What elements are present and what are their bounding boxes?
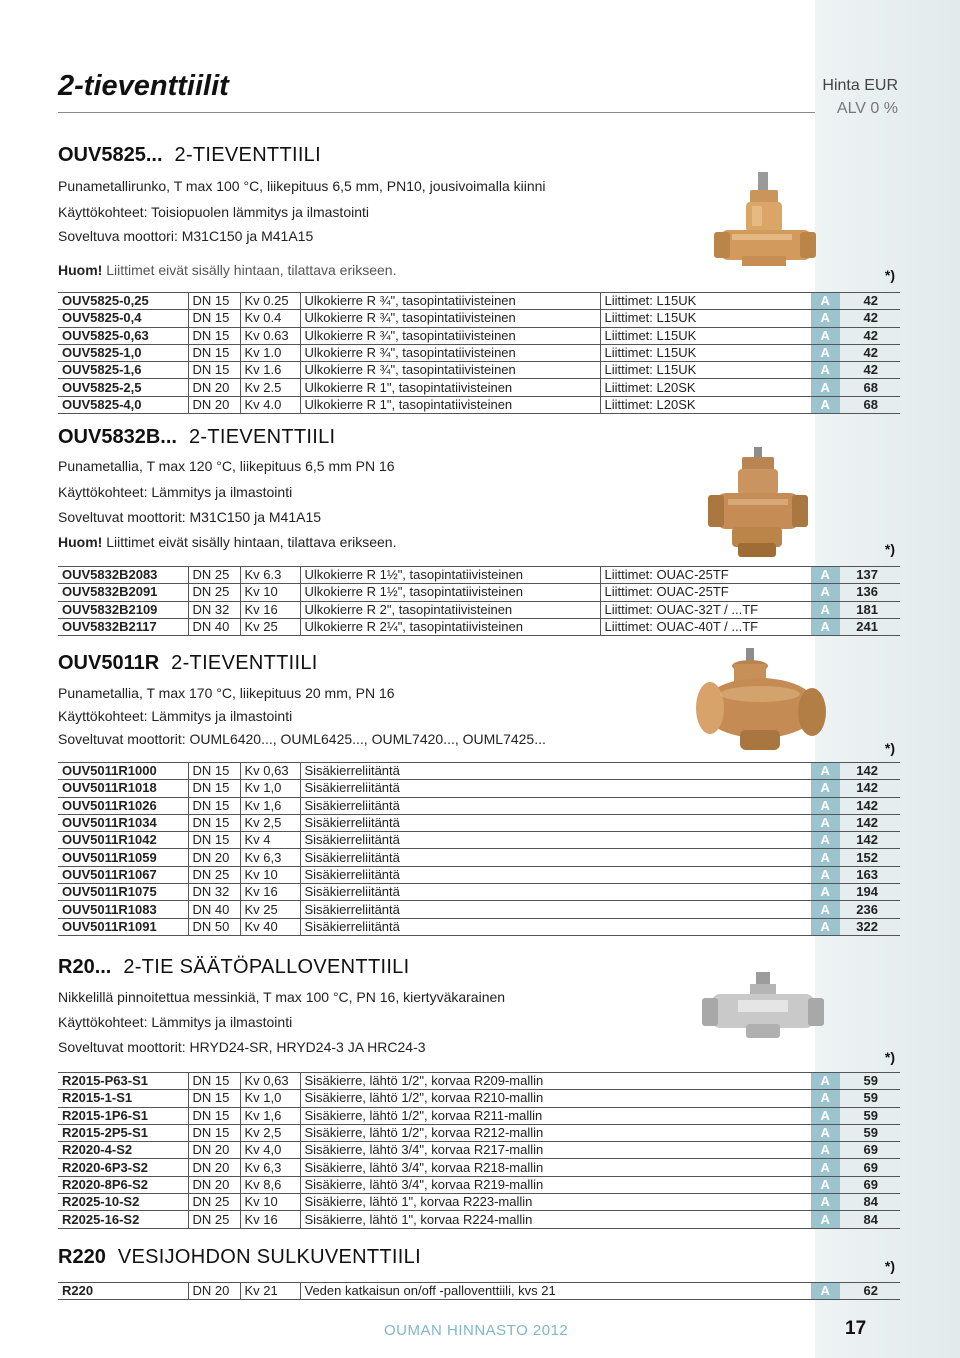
price-category-cell: A [810,1090,840,1107]
connection-cell: Sisäkierre, lähtö 1/2", korvaa R210-mallin [300,1090,810,1107]
fittings-cell: Liittimet: OUAC-25TF [600,584,810,601]
dn-size-cell: DN 15 [188,327,240,344]
kv-value-cell: Kv 4 [240,832,300,849]
connection-cell: Ulkokierre R 1½", tasopintatiivisteinen [300,567,600,584]
product-code-cell: OUV5011R1059 [58,849,188,866]
price-cell: 68 [840,379,900,396]
price-category-cell: A [810,1211,840,1228]
section-code: OUV5825... [58,144,163,166]
table-row [58,1194,900,1211]
section-code: R20... [58,956,112,978]
dn-size-cell: DN 15 [188,362,240,379]
table-row [58,396,900,413]
dn-size-cell: DN 25 [188,866,240,883]
connection-cell: Sisäkierre, lähtö 1/2", korvaa R211-mallin [300,1107,810,1124]
connection-cell: Sisäkierre, lähtö 3/4", korvaa R218-mallin [300,1159,810,1176]
price-category-cell: A [810,1107,840,1124]
connection-cell: Veden katkaisun on/off -palloventtiili, kvs 21 [300,1283,810,1300]
dn-size-cell: DN 40 [188,901,240,918]
price-cell: 181 [840,601,900,618]
table-row [58,567,900,584]
dn-size-cell: DN 20 [188,396,240,413]
fittings-cell: Liittimet: L20SK [600,379,810,396]
price-cell: 136 [840,584,900,601]
table-row [58,362,900,379]
kv-value-cell: Kv 1,0 [240,780,300,797]
fittings-cell: Liittimet: L15UK [600,310,810,327]
table-row [58,849,900,866]
section-code: OUV5011R [58,652,160,674]
product-code-cell: OUV5825-1,0 [58,344,188,361]
price-cell: 137 [840,567,900,584]
ouv5832b-valve-image [704,445,814,565]
section-desc-line: Punametallia, T max 120 °C, liikepituus 6,5 mm PN 16 [58,458,395,474]
price-cell: 42 [840,327,900,344]
fittings-cell: Liittimet: OUAC-40T / ...TF [600,618,810,635]
price-cell: 69 [840,1159,900,1176]
section-name: VESIJOHDON SULKUVENTTIILI [117,1246,421,1268]
connection-cell: Sisäkierreliitäntä [300,814,810,831]
price-cell: 42 [840,293,900,310]
connection-cell: Ulkokierre R ¾", tasopintatiivisteinen [300,344,600,361]
kv-value-cell: Kv 0,63 [240,1073,300,1090]
price-category-cell: A [810,1194,840,1211]
section-name: 2-TIE SÄÄTÖPALLOVENTTIILI [123,956,410,978]
connection-cell: Ulkokierre R 2", tasopintatiivisteinen [300,601,600,618]
table-row [58,901,900,918]
connection-cell: Sisäkierreliitäntä [300,797,810,814]
price-category-cell: A [810,1124,840,1141]
table-row [58,814,900,831]
price-table-ouv5011r [58,762,900,936]
connection-cell: Sisäkierre, lähtö 1/2", korvaa R212-mallin [300,1124,810,1141]
table-row [58,884,900,901]
dn-size-cell: DN 15 [188,797,240,814]
price-category-cell: A [810,1073,840,1090]
price-cell: 62 [840,1283,900,1300]
table-row [58,379,900,396]
footnote-marker: *) [884,267,895,283]
price-category-cell: A [810,293,840,310]
dn-size-cell: DN 15 [188,763,240,780]
section-desc-line: Käyttökohteet: Toisiopuolen lämmitys ja ilmastointi [58,204,370,220]
section-note [58,262,396,278]
kv-value-cell: Kv 0.4 [240,310,300,327]
product-code-cell: R2025-10-S2 [58,1194,188,1211]
price-category-cell: A [810,780,840,797]
price-category-cell: A [810,584,840,601]
connection-cell: Ulkokierre R 2¼", tasopintatiivisteinen [300,618,600,635]
section-desc-line: Soveltuva moottori: M31C150 ja M41A15 [58,228,314,244]
connection-cell: Sisäkierreliitäntä [300,918,810,935]
price-category-cell: A [810,884,840,901]
ouv5011r-valve-image [690,646,830,756]
note-text: Liittimet eivät sisälly hintaan, tilattava erikseen. [102,262,397,278]
section-title-ouv5832b [58,426,335,449]
section-name: 2-TIEVENTTIILI [171,652,318,674]
price-cell: 236 [840,901,900,918]
product-code-cell: OUV5832B2083 [58,567,188,584]
section-name: 2-TIEVENTTIILI [174,144,321,166]
price-cell: 241 [840,618,900,635]
price-category-cell: A [810,327,840,344]
product-code-cell: OUV5011R1075 [58,884,188,901]
price-cell: 322 [840,918,900,935]
price-cell: 59 [840,1107,900,1124]
price-category-cell: A [810,1142,840,1159]
kv-value-cell: Kv 10 [240,584,300,601]
table-row [58,310,900,327]
table-row [58,1176,900,1193]
section-title-r20 [58,956,409,979]
connection-cell: Sisäkierreliitäntä [300,901,810,918]
table-row [58,327,900,344]
table-row [58,866,900,883]
kv-value-cell: Kv 0,63 [240,763,300,780]
product-code-cell: R2020-4-S2 [58,1142,188,1159]
connection-cell: Sisäkierreliitäntä [300,884,810,901]
price-cell: 163 [840,866,900,883]
product-code-cell: R2025-16-S2 [58,1211,188,1228]
price-table-ouv5832b [58,566,900,636]
price-cell: 59 [840,1073,900,1090]
product-code-cell: OUV5825-4,0 [58,396,188,413]
section-code: OUV5832B... [58,426,177,448]
kv-value-cell: Kv 10 [240,1194,300,1211]
price-cell: 142 [840,832,900,849]
table-row [58,918,900,935]
table-row [58,601,900,618]
product-code-cell: OUV5011R1034 [58,814,188,831]
dn-size-cell: DN 25 [188,567,240,584]
price-category-cell: A [810,362,840,379]
price-cell: 142 [840,814,900,831]
section-desc-line: Punametallia, T max 170 °C, liikepituus 20 mm, PN 16 [58,685,395,701]
product-code-cell: OUV5011R1042 [58,832,188,849]
kv-value-cell: Kv 1,6 [240,797,300,814]
dn-size-cell: DN 20 [188,1142,240,1159]
price-cell: 84 [840,1211,900,1228]
kv-value-cell: Kv 4.0 [240,396,300,413]
price-cell: 42 [840,344,900,361]
table-row [58,1073,900,1090]
price-category-cell: A [810,567,840,584]
ouv5825-valve-image [712,168,822,288]
price-category-cell: A [810,344,840,361]
product-code-cell: OUV5825-2,5 [58,379,188,396]
section-title-ouv5825 [58,144,321,167]
product-code-cell: R2015-1P6-S1 [58,1107,188,1124]
section-desc-line: Käyttökohteet: Lämmitys ja ilmastointi [58,484,293,500]
dn-size-cell: DN 15 [188,310,240,327]
price-table-r220 [58,1282,900,1300]
connection-cell: Ulkokierre R ¾", tasopintatiivisteinen [300,293,600,310]
product-code-cell: OUV5832B2109 [58,601,188,618]
page-title: 2-tieventtiilit [58,70,229,102]
fittings-cell: Liittimet: L15UK [600,362,810,379]
dn-size-cell: DN 15 [188,1124,240,1141]
r20-ball-valve-image [698,968,828,1058]
dn-size-cell: DN 15 [188,814,240,831]
price-cell: 69 [840,1142,900,1159]
connection-cell: Sisäkierre, lähtö 1", korvaa R223-mallin [300,1194,810,1211]
fittings-cell: Liittimet: OUAC-25TF [600,567,810,584]
vat-heading-label: ALV 0 % [836,100,898,117]
dn-size-cell: DN 15 [188,293,240,310]
product-code-cell: OUV5825-0,4 [58,310,188,327]
price-category-cell: A [810,618,840,635]
price-cell: 194 [840,884,900,901]
section-note [58,534,396,550]
product-code-cell: R2015-P63-S1 [58,1073,188,1090]
footnote-marker: *) [884,740,895,756]
price-category-cell: A [810,763,840,780]
kv-value-cell: Kv 0.25 [240,293,300,310]
table-row [58,832,900,849]
section-desc-line: Soveltuvat moottorit: OUML6420..., OUML6425..., OUML7420..., OUML7425... [58,731,546,747]
dn-size-cell: DN 20 [188,379,240,396]
kv-value-cell: Kv 2,5 [240,814,300,831]
price-category-cell: A [810,379,840,396]
price-category-cell: A [810,1176,840,1193]
table-row [58,1124,900,1141]
price-heading-label: Hinta EUR [822,77,898,94]
dn-size-cell: DN 15 [188,344,240,361]
table-row [58,1107,900,1124]
section-desc-line: Käyttökohteet: Lämmitys ja ilmastointi [58,1014,293,1030]
fittings-cell: Liittimet: L20SK [600,396,810,413]
price-category-cell: A [810,866,840,883]
table-row [58,1142,900,1159]
fittings-cell: Liittimet: L15UK [600,344,810,361]
product-code-cell: OUV5011R1000 [58,763,188,780]
note-label: Huom! [58,262,103,278]
connection-cell: Ulkokierre R 1", tasopintatiivisteinen [300,396,600,413]
price-cell: 59 [840,1124,900,1141]
table-row [58,293,900,310]
fittings-cell: Liittimet: L15UK [600,293,810,310]
kv-value-cell: Kv 1,0 [240,1090,300,1107]
dn-size-cell: DN 20 [188,1176,240,1193]
dn-size-cell: DN 40 [188,618,240,635]
product-code-cell: OUV5825-0,25 [58,293,188,310]
page-number: 17 [845,1318,867,1339]
price-category-cell: A [810,849,840,866]
price-table-r20 [58,1072,900,1229]
product-code-cell: OUV5832B2117 [58,618,188,635]
connection-cell: Sisäkierreliitäntä [300,763,810,780]
kv-value-cell: Kv 6,3 [240,1159,300,1176]
kv-value-cell: Kv 16 [240,1211,300,1228]
dn-size-cell: DN 32 [188,601,240,618]
section-name: 2-TIEVENTTIILI [188,426,336,448]
dn-size-cell: DN 20 [188,1283,240,1300]
footnote-marker: *) [884,1258,895,1274]
kv-value-cell: Kv 21 [240,1283,300,1300]
kv-value-cell: Kv 10 [240,866,300,883]
table-row [58,763,900,780]
connection-cell: Sisäkierreliitäntä [300,780,810,797]
table-row [58,1211,900,1228]
product-code-cell: OUV5011R1091 [58,918,188,935]
table-row [58,344,900,361]
price-cell: 59 [840,1090,900,1107]
footer-brand: OUMAN HINNASTO 2012 [384,1322,569,1339]
table-row [58,780,900,797]
table-row [58,797,900,814]
table-row [58,1283,900,1300]
price-cell: 69 [840,1176,900,1193]
price-heading [818,74,898,120]
price-cell: 68 [840,396,900,413]
kv-value-cell: Kv 16 [240,884,300,901]
connection-cell: Sisäkierre, lähtö 1/2", korvaa R209-mallin [300,1073,810,1090]
dn-size-cell: DN 15 [188,1090,240,1107]
dn-size-cell: DN 20 [188,1159,240,1176]
kv-value-cell: Kv 8,6 [240,1176,300,1193]
connection-cell: Sisäkierre, lähtö 3/4", korvaa R217-mallin [300,1142,810,1159]
kv-value-cell: Kv 40 [240,918,300,935]
product-code-cell: OUV5825-1,6 [58,362,188,379]
kv-value-cell: Kv 25 [240,618,300,635]
dn-size-cell: DN 25 [188,584,240,601]
dn-size-cell: DN 50 [188,918,240,935]
product-code-cell: OUV5011R1026 [58,797,188,814]
table-row [58,1090,900,1107]
dn-size-cell: DN 15 [188,1107,240,1124]
table-row [58,584,900,601]
product-code-cell: OUV5011R1083 [58,901,188,918]
price-cell: 142 [840,763,900,780]
price-category-cell: A [810,310,840,327]
dn-size-cell: DN 20 [188,849,240,866]
table-row [58,618,900,635]
price-cell: 84 [840,1194,900,1211]
title-rule [58,112,815,113]
fittings-cell: Liittimet: L15UK [600,327,810,344]
connection-cell: Ulkokierre R ¾", tasopintatiivisteinen [300,327,600,344]
section-desc-line: Nikkelillä pinnoitettua messinkiä, T max 100 °C, PN 16, kiertyväkarainen [58,989,506,1005]
connection-cell: Ulkokierre R ¾", tasopintatiivisteinen [300,362,600,379]
kv-value-cell: Kv 6.3 [240,567,300,584]
kv-value-cell: Kv 1.0 [240,344,300,361]
note-label: Huom! [58,534,103,550]
price-category-cell: A [810,901,840,918]
price-category-cell: A [810,396,840,413]
product-code-cell: OUV5011R1018 [58,780,188,797]
product-code-cell: R2015-2P5-S1 [58,1124,188,1141]
table-row [58,1159,900,1176]
section-code: R220 [58,1246,106,1268]
product-code-cell: OUV5825-0,63 [58,327,188,344]
product-code-cell: R2020-6P3-S2 [58,1159,188,1176]
connection-cell: Sisäkierreliitäntä [300,832,810,849]
kv-value-cell: Kv 6,3 [240,849,300,866]
footnote-marker: *) [884,1049,895,1065]
product-code-cell: OUV5832B2091 [58,584,188,601]
price-category-cell: A [810,1159,840,1176]
dn-size-cell: DN 25 [188,1211,240,1228]
price-cell: 142 [840,780,900,797]
kv-value-cell: Kv 1,6 [240,1107,300,1124]
kv-value-cell: Kv 2,5 [240,1124,300,1141]
price-cell: 42 [840,310,900,327]
product-code-cell: R2020-8P6-S2 [58,1176,188,1193]
connection-cell: Sisäkierreliitäntä [300,866,810,883]
price-category-cell: A [810,1283,840,1300]
connection-cell: Sisäkierre, lähtö 1", korvaa R224-mallin [300,1211,810,1228]
price-category-cell: A [810,832,840,849]
price-category-cell: A [810,797,840,814]
price-cell: 142 [840,797,900,814]
section-desc-line: Käyttökohteet: Lämmitys ja ilmastointi [58,708,293,724]
product-code-cell: OUV5011R1067 [58,866,188,883]
price-table-ouv5825 [58,292,900,414]
kv-value-cell: Kv 16 [240,601,300,618]
note-text: Liittimet eivät sisälly hintaan, tilattava erikseen. [102,534,397,550]
connection-cell: Sisäkierre, lähtö 3/4", korvaa R219-mallin [300,1176,810,1193]
connection-cell: Ulkokierre R 1", tasopintatiivisteinen [300,379,600,396]
section-title-r220 [58,1246,421,1269]
kv-value-cell: Kv 2.5 [240,379,300,396]
dn-size-cell: DN 15 [188,780,240,797]
section-desc-line: Soveltuvat moottorit: M31C150 ja M41A15 [58,509,322,525]
price-category-cell: A [810,601,840,618]
fittings-cell: Liittimet: OUAC-32T / ...TF [600,601,810,618]
dn-size-cell: DN 15 [188,832,240,849]
product-code-cell: R220 [58,1283,188,1300]
section-desc-line: Soveltuvat moottorit: HRYD24-SR, HRYD24-3 JA HRC24-3 [58,1039,426,1055]
price-cell: 152 [840,849,900,866]
price-cell: 42 [840,362,900,379]
dn-size-cell: DN 15 [188,1073,240,1090]
kv-value-cell: Kv 1.6 [240,362,300,379]
kv-value-cell: Kv 0.63 [240,327,300,344]
section-title-ouv5011r [58,652,318,675]
kv-value-cell: Kv 4,0 [240,1142,300,1159]
product-code-cell: R2015-1-S1 [58,1090,188,1107]
kv-value-cell: Kv 25 [240,901,300,918]
footnote-marker: *) [884,541,895,557]
section-desc-line: Punametallirunko, T max 100 °C, liikepituus 6,5 mm, PN10, jousivoimalla kiinni [58,178,546,194]
connection-cell: Sisäkierreliitäntä [300,849,810,866]
price-category-cell: A [810,918,840,935]
connection-cell: Ulkokierre R 1½", tasopintatiivisteinen [300,584,600,601]
dn-size-cell: DN 25 [188,1194,240,1211]
dn-size-cell: DN 32 [188,884,240,901]
price-category-cell: A [810,814,840,831]
connection-cell: Ulkokierre R ¾", tasopintatiivisteinen [300,310,600,327]
